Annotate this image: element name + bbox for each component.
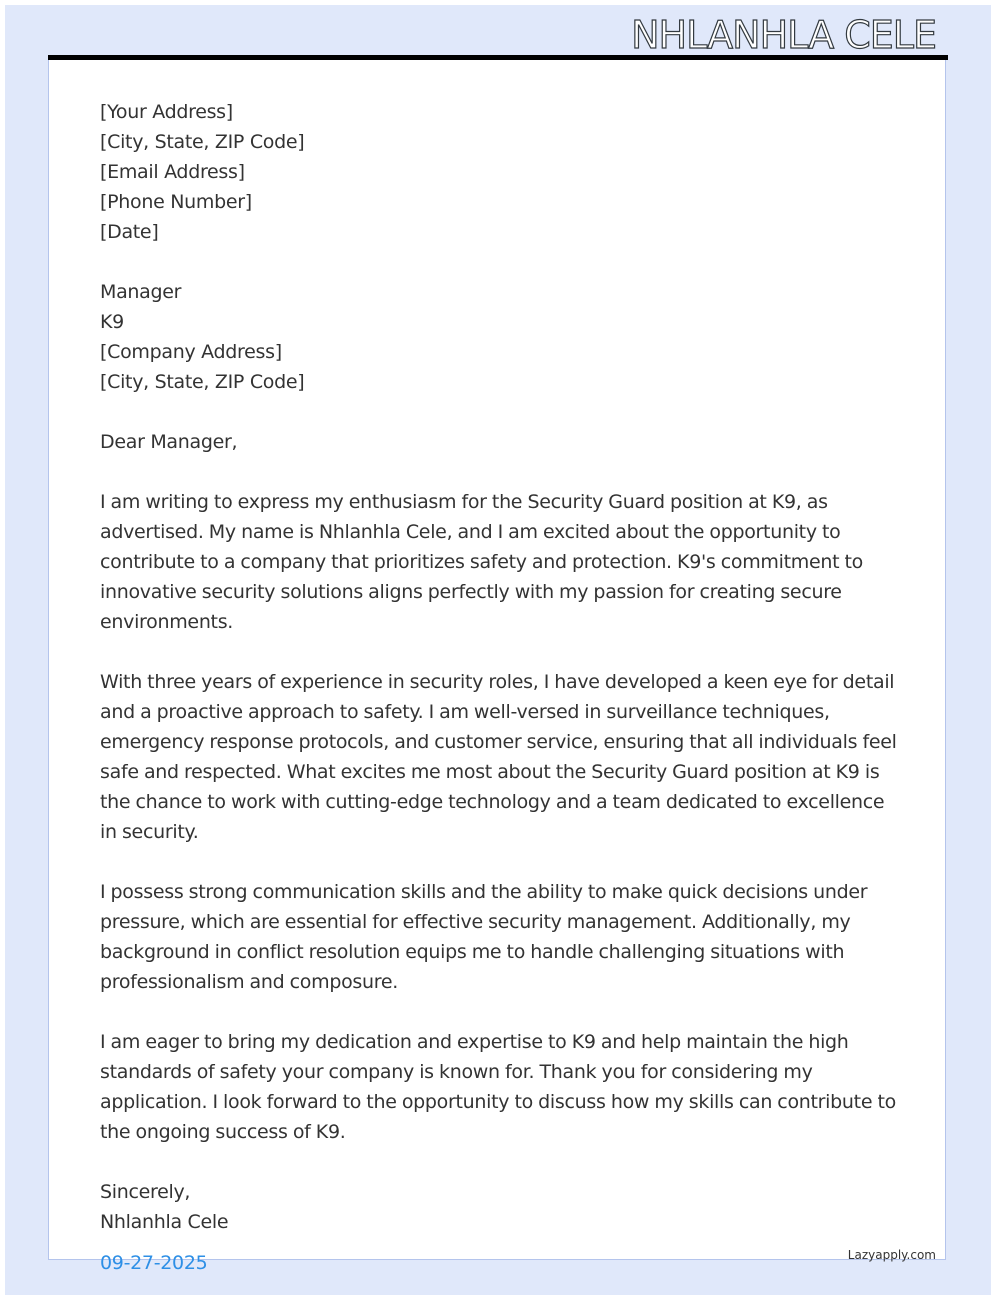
- body-paragraph: With three years of experience in security roles, I have developed a keen eye for detail and a proactive approach to safety. I am well-versed in surveillance techniques, emergency response protocols, and customer service, ensuring that all individuals feel safe and respected. What excites me most about the Security Guard position at K9 is the chance to work with cutting-edge technology and a team dedicated to excellence in security.: [100, 671, 897, 843]
- body-paragraph: I am writing to express my enthusiasm for the Security Guard position at K9, as advertised. My name is Nhlanhla Cele, and I am excited about the opportunity to contribute to a company that prioritizes safety and protection. K9's commitment to innovative security solutions aligns perfectly with my passion for creating secure environments.: [100, 491, 863, 633]
- recipient-address: [Company Address]: [100, 341, 282, 363]
- sender-city-state-zip: [City, State, ZIP Code]: [100, 131, 305, 153]
- spacer: [100, 1147, 900, 1177]
- valediction: Sincerely,: [100, 1181, 191, 1203]
- body-paragraph: I am eager to bring my dedication and expertise to K9 and help maintain the high standards of safety your company is known for. Thank you for considering my application. I look forward to the opportunity to discuss how my skills can contribute to the ongoing success of K9.: [100, 1031, 896, 1143]
- sender-block: [100, 97, 900, 247]
- body-paragraph: I possess strong communication skills and the ability to make quick decisions under pressure, which are essential for effective security management. Additionally, my background in conflict resolution equips me to handle challenging situations with professionalism and composure.: [100, 881, 868, 993]
- brand-watermark: Lazyapply.com: [847, 1248, 936, 1262]
- sender-date: [Date]: [100, 221, 159, 243]
- sender-address: [Your Address]: [100, 101, 233, 123]
- spacer: [100, 637, 900, 667]
- footer-date: 09-27-2025: [100, 1252, 208, 1274]
- recipient-title: Manager: [100, 281, 182, 303]
- signature-name: Nhlanhla Cele: [100, 1211, 229, 1233]
- recipient-company: K9: [100, 311, 124, 333]
- salutation: Dear Manager,: [100, 431, 238, 453]
- recipient-city-state-zip: [City, State, ZIP Code]: [100, 371, 305, 393]
- applicant-name-heading: NHLANHLA CELE: [631, 13, 936, 57]
- recipient-block: [100, 277, 900, 397]
- spacer: [100, 847, 900, 877]
- spacer: [100, 397, 900, 427]
- spacer: [100, 457, 900, 487]
- spacer: [100, 247, 900, 277]
- sender-email: [Email Address]: [100, 161, 245, 183]
- spacer: [100, 997, 900, 1027]
- closing-block: [100, 1177, 900, 1237]
- sender-phone: [Phone Number]: [100, 191, 252, 213]
- cover-letter-body: [100, 97, 900, 1237]
